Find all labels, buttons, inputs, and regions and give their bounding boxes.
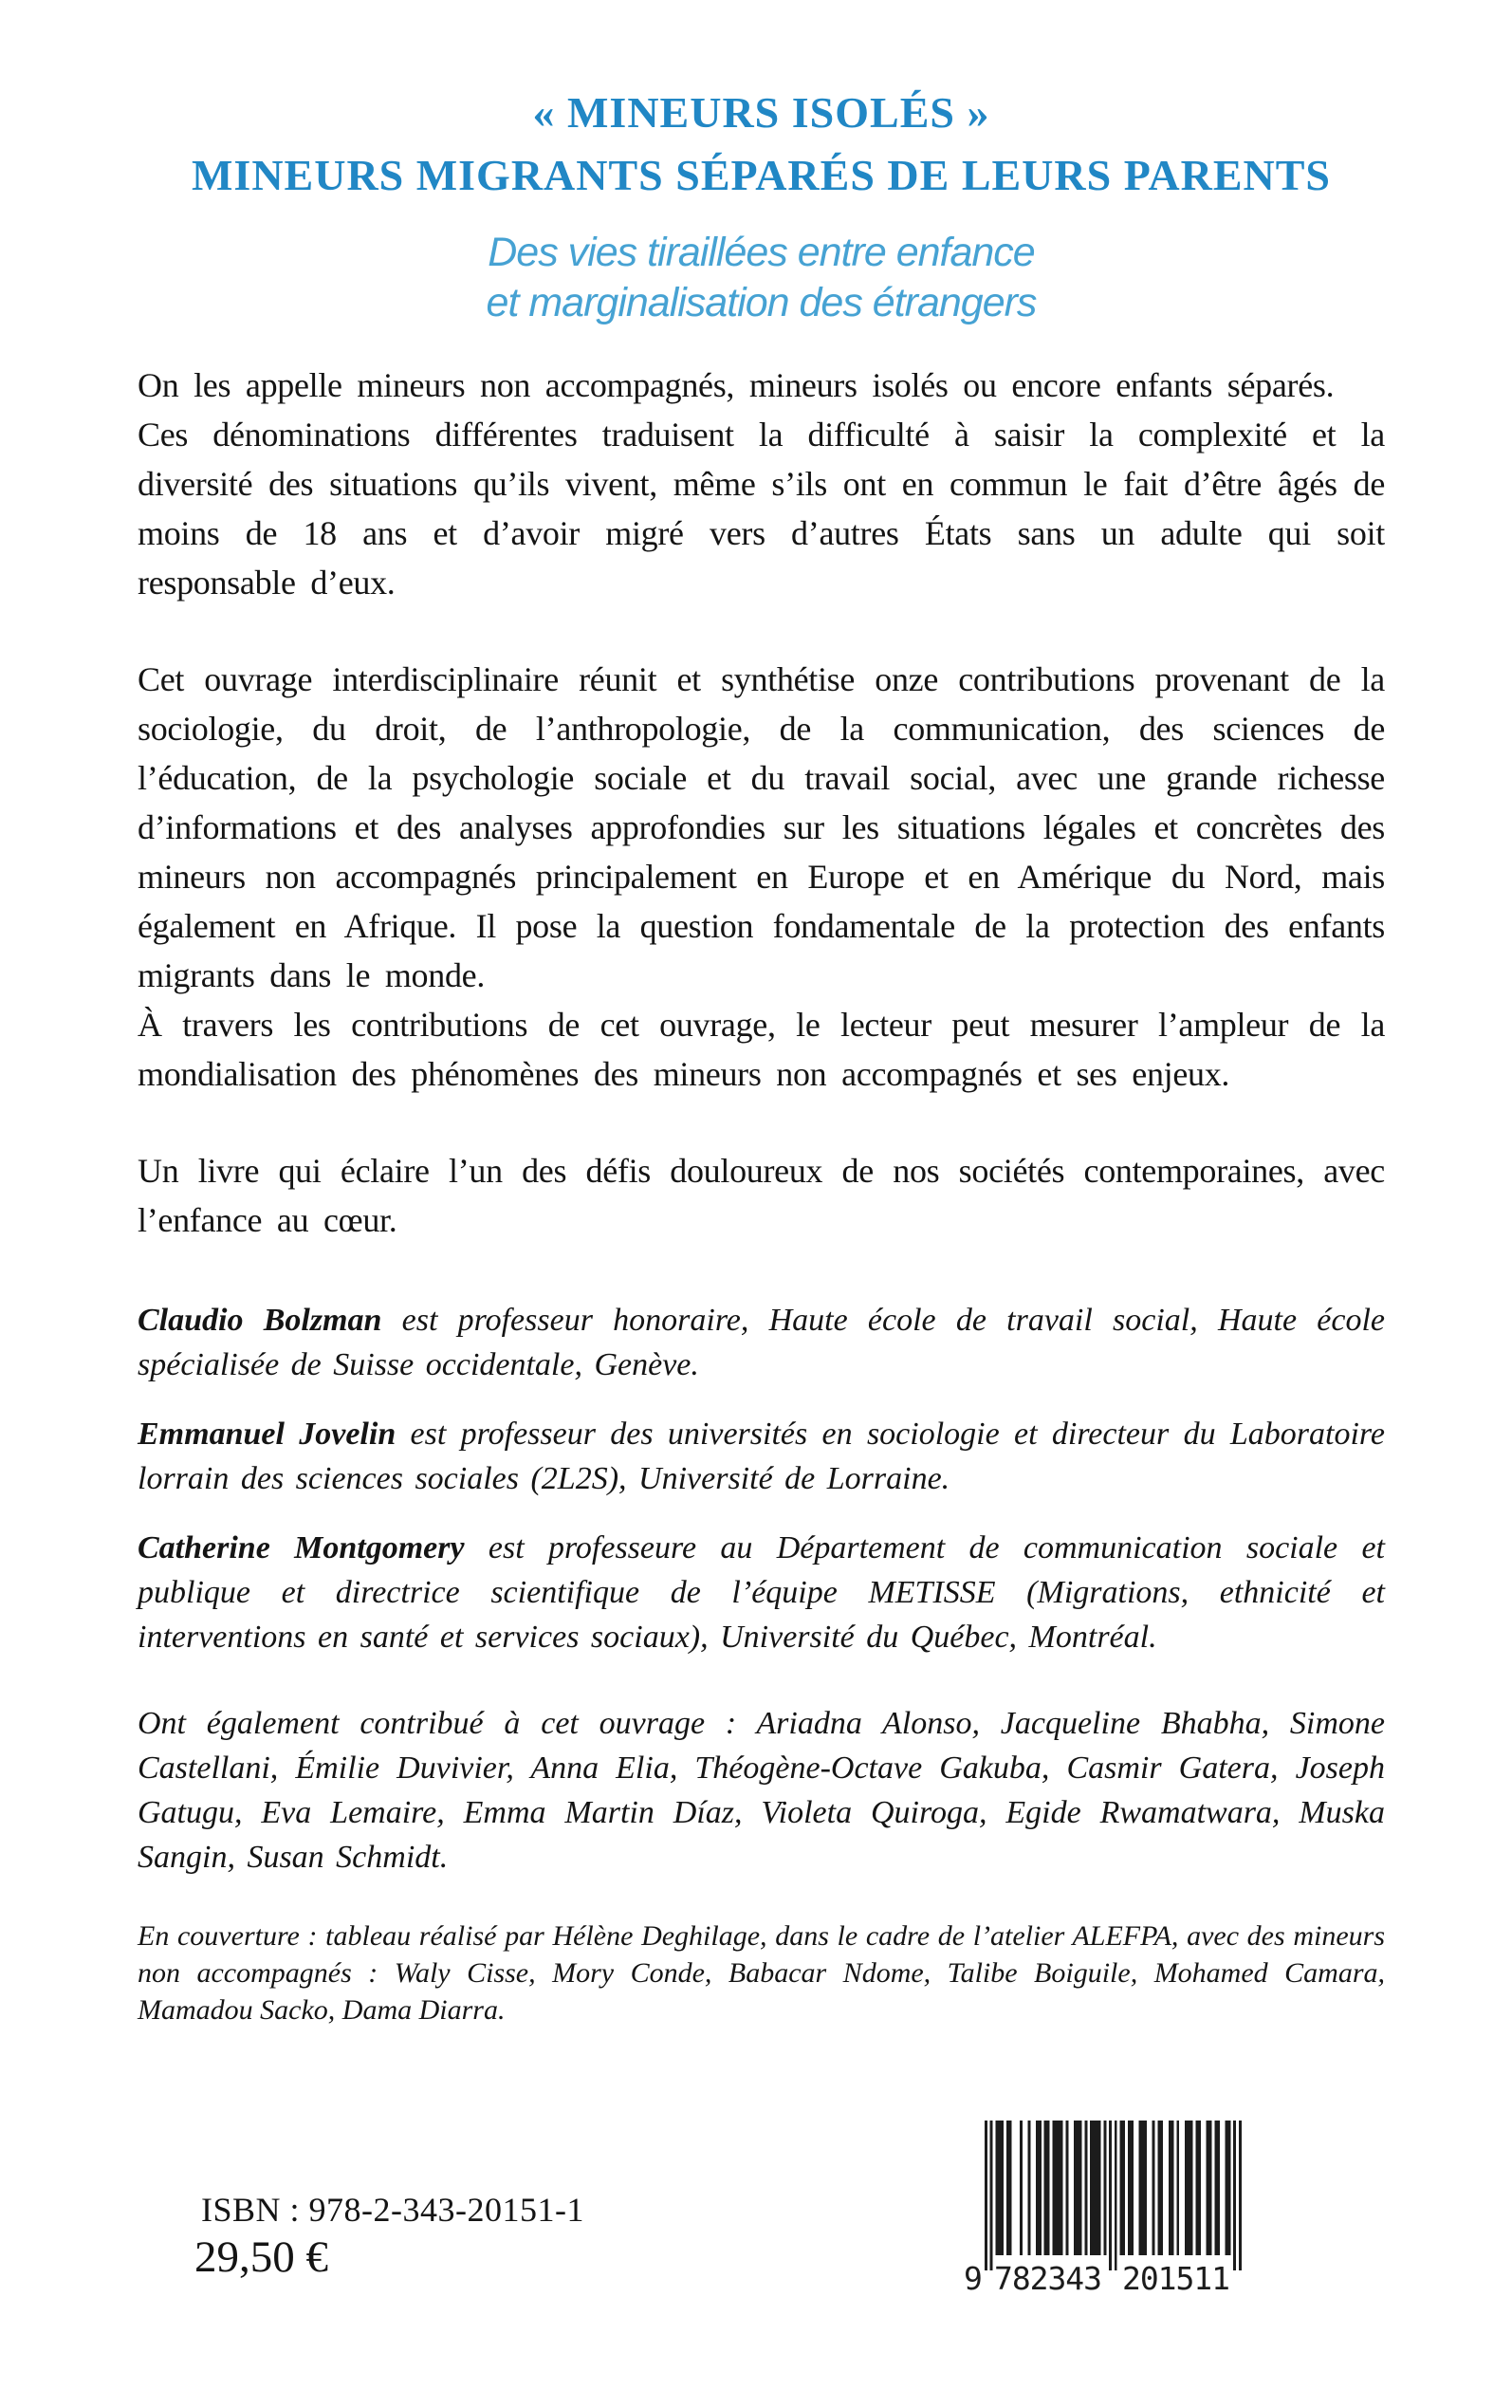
paragraph-spacer: [138, 607, 1385, 655]
isbn-number: ISBN : 978-2-343-20151-1: [201, 2191, 584, 2229]
author-bio-emmanuel-jovelin: [138, 1412, 1385, 1501]
author-bio-text: est professeur honoraire, Haute école de travail social, Haute école spécialisée de Suisse occidentale, Genève.: [138, 1303, 1385, 1382]
subtitle-line1: Des vies tiraillées entre enfance: [488, 230, 1035, 275]
book-title-line2: MINEURS MIGRANTS SÉPARÉS DE LEURS PARENTS: [192, 151, 1331, 199]
barcode-digit-left: 9: [964, 2260, 983, 2295]
author-bio-text: est professeure au Département de communication sociale et publique et directrice scientifique de l’équipe METISSE (Migrations, ethnicité et interventions en santé et services sociaux), Université du Québec, Montréal.: [138, 1530, 1385, 1655]
synopsis-paragraph-4: À travers les contributions de cet ouvrage, le lecteur peut mesurer l’ampleur de la mondialisation des phénomènes des mineurs non accompagnés et ses enjeux.: [138, 1006, 1385, 1093]
barcode-digits-group1: 782343: [994, 2260, 1102, 2295]
synopsis-paragraph-2: Ces dénominations différentes traduisent la difficulté à saisir la complexité et la diversité des situations qu’ils vivent, même s’ils ont en commun le fait d’être âgés de moins de 18 ans et d’avoir migré vers d’autres États sans un adulte qui soit responsable d’eux.: [138, 416, 1385, 602]
synopsis-paragraph-1: On les appelle mineurs non accompagnés, mineurs isolés ou encore enfants séparés.: [138, 366, 1335, 404]
book-title-line1: « MINEURS ISOLÉS »: [532, 88, 990, 137]
book-subtitle: [138, 228, 1385, 328]
synopsis-paragraph-5: Un livre qui éclaire l’un des défis douloureux de nos sociétés contemporaines, avec l’enfance au cœur.: [138, 1152, 1385, 1239]
author-bio-text: est professeur des universités en sociologie et directeur du Laboratoire lorrain des sciences sociales (2L2S), Université de Lorraine.: [138, 1417, 1385, 1496]
cover-credit: En couverture : tableau réalisé par Hélène Deghilage, dans le cadre de l’atelier ALEFPA, avec des mineurs non accompagnés : Waly Cisse, Mory Conde, Babacar Ndome, Talibe Boiguile, Mohamed Camara, Mamadou Sacko, Dama Diarra.: [138, 1920, 1385, 2026]
author-bio-claudio-bolzman: [138, 1298, 1385, 1387]
author-name: Catherine Montgomery: [138, 1530, 465, 1565]
author-bios: [138, 1298, 1385, 1659]
barcode-graphic: [962, 2119, 1246, 2295]
contributors-list: Ont également contribué à cet ouvrage : Ariadna Alonso, Jacqueline Bhabha, Simone Castellani, Émilie Duvivier, Anna Elia, Théogène-Octave Gakuba, Casmir Gatera, Joseph Gatugu, Eva Lemaire, Emma Martin Díaz, Violeta Quiroga, Egide Rwamatwara, Muska Sangin, Susan Schmidt.: [138, 1706, 1385, 1875]
author-name: Emmanuel Jovelin: [138, 1417, 396, 1452]
synopsis: [138, 361, 1385, 1245]
paragraph-spacer: [138, 1099, 1385, 1146]
author-name: Claudio Bolzman: [138, 1303, 382, 1338]
author-bio-catherine-montgomery: [138, 1526, 1385, 1659]
barcode-digits-group2: 201511: [1122, 2260, 1230, 2295]
barcode-bars: [985, 2121, 1242, 2270]
price: 29,50 €: [194, 2232, 328, 2282]
subtitle-line2: et marginalisation des étrangers: [486, 280, 1037, 325]
synopsis-paragraph-3: Cet ouvrage interdisciplinaire réunit et synthétise onze contributions provenant de la sociologie, du droit, de l’anthropologie, de la communication, des sciences de l’éducation, de la psychologie sociale et du travail social, avec une grande richesse d’informations et des analyses approfondies sur les situations légales et concrètes des mineurs non accompagnés principalement en Europe et en Amérique du Nord, mais également en Afrique. Il pose la question fondamentale de la protection des enfants migrants dans le monde.: [138, 660, 1385, 994]
ean13-barcode: [962, 2119, 1246, 2295]
